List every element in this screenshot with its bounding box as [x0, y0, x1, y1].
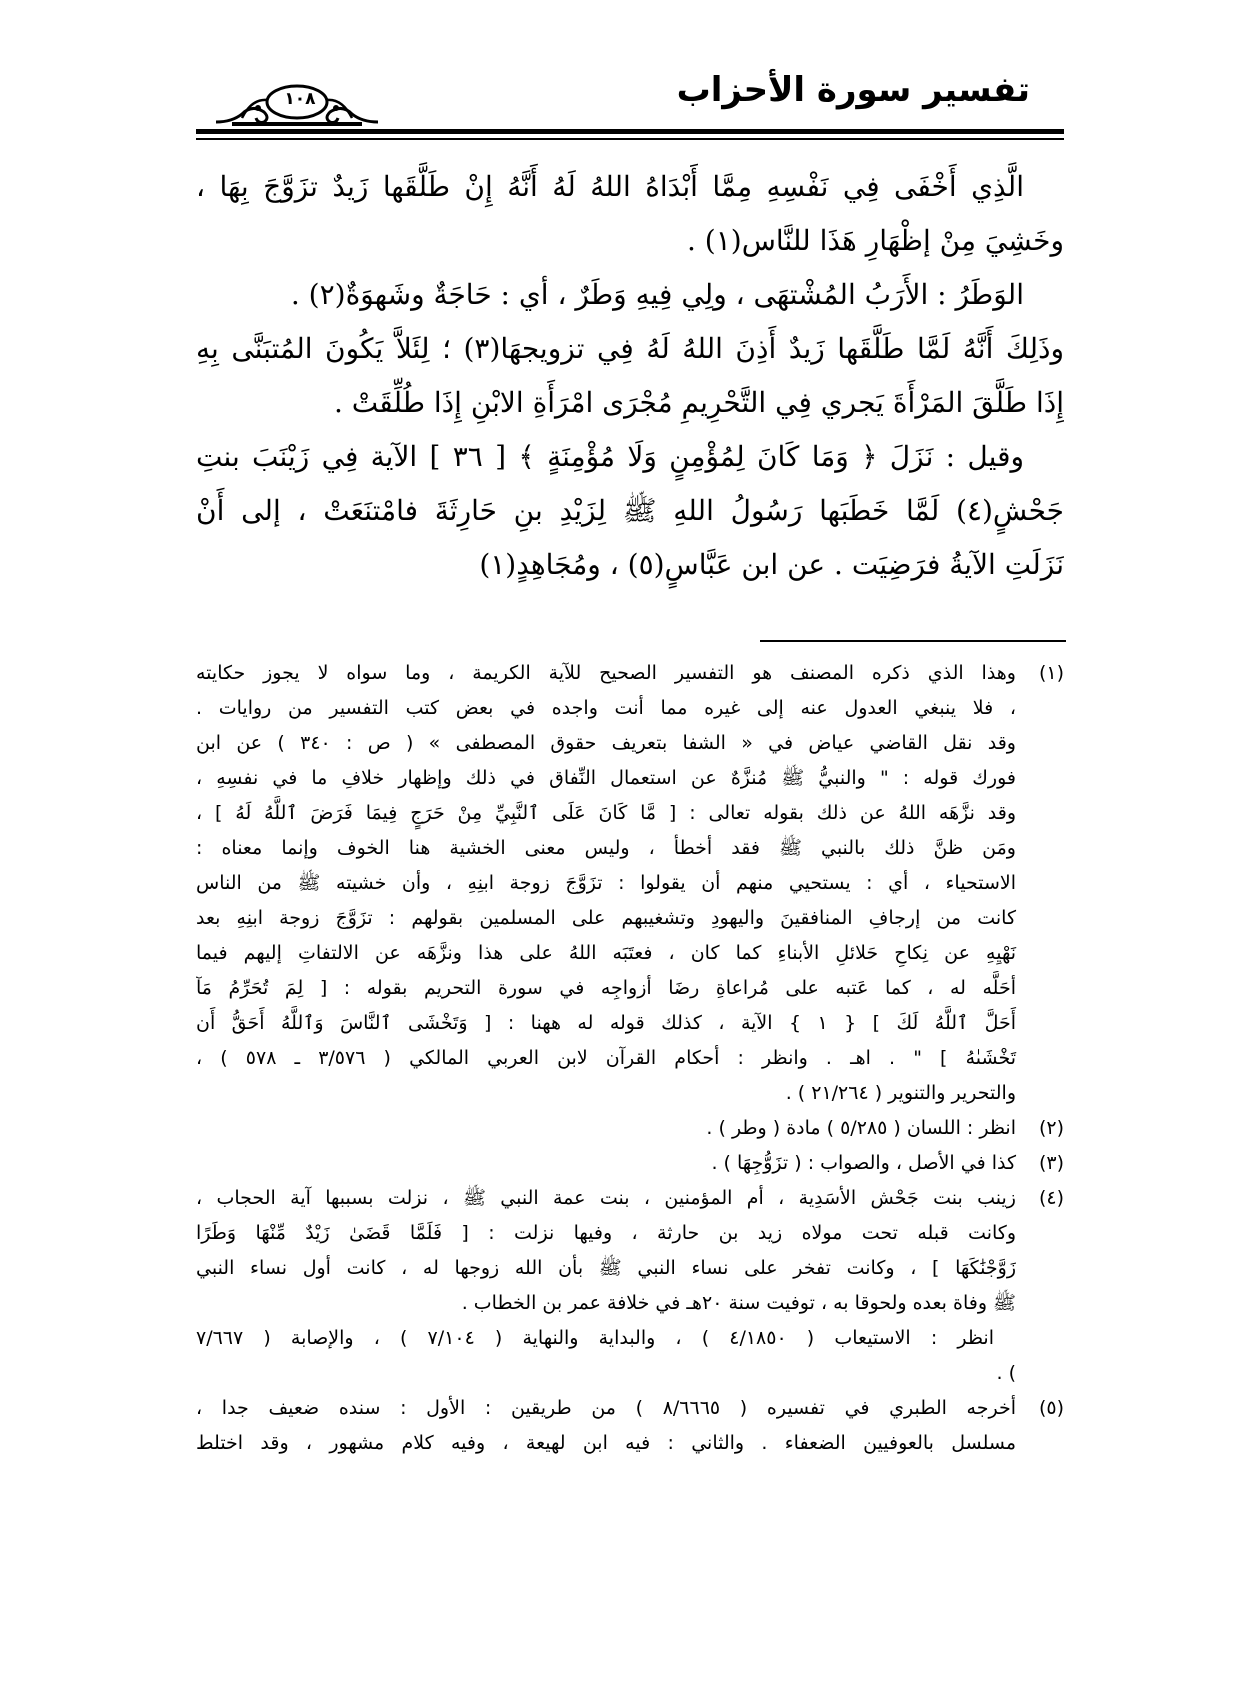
footnote-line: وقد نقل القاضي عياض في « الشفا بتعريف حقوق المصطفى » ( ص : ٣٤٠ ) عن ابن	[196, 732, 1016, 754]
footnote-line	[196, 1181, 1064, 1216]
footnote-text: كذا في الأصل ، والصواب : ( تزَوُّجِهَا ) .	[711, 1152, 1016, 1174]
page-number: ١٠٨	[284, 89, 316, 109]
footnote-line: ) .	[996, 1362, 1016, 1384]
main-line: وخَشِيَ مِنْ إظْهَارِ هَذَا للنَّاس(١) .	[687, 224, 1064, 257]
footnote-line: مسلسل بالعوفيين الضعفاء . والثاني : فيه ابن لهيعة ، وفيه كلام مشهور ، وقد اختلط	[196, 1432, 1016, 1454]
footnote-marker: (٢)	[1038, 1117, 1064, 1139]
footnote-text: أخرجه الطبري في تفسيره ( ٨/٦٦٦٥ ) من طريقين : الأول : سنده ضعيف جدا ،	[196, 1397, 1016, 1419]
footnote-line: فورك قوله : " والنبيُّ ﷺ مُنزَّهٌ عن استعمال النِّفاق في ذلك وإظهار خلافِ ما في نفسِهِ ،	[196, 767, 1016, 789]
main-line: إِذَا طَلَّقَ المَرْأَةَ يَجري فِي التَّحْرِيمِ مُجْرَى امْرَأَةِ الابْنِ إِذَا طُلِّقَتْ .	[333, 386, 1064, 419]
footnote-line	[196, 1146, 1064, 1181]
footnote-line: أَحَلَّ ٱللَّهُ لَكَ ] { ١ } الآية ، كذلك قوله له ههنا : [ وَتَخْشَى ٱلنَّاسَ وَٱللَّهُ أَحَقُّ أَن	[196, 1012, 1017, 1034]
footnote-marker: (١)	[1038, 662, 1064, 684]
footnote-marker: (٥)	[1038, 1397, 1064, 1419]
footnote-line: تَخْشَىٰهُ ] " . اهـ . وانظر : أحكام القرآن لابن العربي المالكي ( ٣/٥٧٦ ـ ٥٧٨ ) ،	[196, 1047, 1016, 1069]
footnote-line: نَهْيِهِ عن نِكاحِ حَلائلِ الأبناءِ كما كان ، فعتَبَه اللهُ على هذا ونزَّهَه عن الالتفاتِ إليهم فيما	[196, 942, 1016, 964]
footnote-marker: (٤)	[1038, 1187, 1064, 1209]
footnote-text: انظر : اللسان ( ٥/٢٨٥ ) مادة ( وطر ) .	[706, 1117, 1016, 1139]
footnote-line: انظر : الاستيعاب ( ٤/١٨٥٠ ) ، والبداية والنهاية ( ٧/١٠٤ ) ، والإصابة ( ٧/٦٦٧	[196, 1327, 994, 1349]
header-rule-thin	[196, 138, 1064, 140]
footnote-separator	[760, 640, 1066, 642]
footnote-line: كانت من إرجافِ المنافقينَ واليهودِ وتشغيبهم على المسلمين بقولهم : تزَوَّجَ زوجة ابنِهِ بعد	[196, 907, 1016, 929]
footnote-marker: (٣)	[1038, 1152, 1064, 1174]
main-line: نَزَلَتِ الآيةُ فرَضِيَت . عن ابن عَبَّاسٍ(٥) ، ومُجَاهِدٍ(١)	[479, 548, 1064, 581]
footnote-line: ﷺ وفاة بعده ولحوقا به ، توفيت سنة ٢٠هـ في خلافة عمر بن الخطاب .	[461, 1292, 1016, 1314]
footnotes	[196, 656, 1064, 1461]
footnote-line: والتحرير والتنوير ( ٢١/٢٦٤ ) .	[785, 1082, 1016, 1104]
main-line: وذَلِكَ أَنَّهُ لَمَّا طَلَّقَها زَيدٌ أَذِنَ اللهُ لَهُ فِي تزويجهَا(٣) ؛ لِئَلاَّ يَكُونَ المُتبَنَّى بِهِ	[196, 332, 1064, 365]
footnote-line: ومَن ظنَّ ذلك بالنبي ﷺ فقد أخطأ ، وليس معنى الخشية هنا الخوف وإنما معناه :	[196, 837, 1016, 859]
footnote-line: ، فلا ينبغي العدول عنه إلى غيره مما أنت واجده في بعض كتب التفسير من روايات .	[196, 697, 1016, 719]
main-line: جَحْشٍ(٤) لَمَّا خَطَبَها رَسُولُ اللهِ ﷺ لِزَيْدِ بنِ حَارِثَةَ فامْتنَعَتْ ، إلى أَنْ	[196, 494, 1064, 527]
main-line: الَّذِي أَخْفَى فِي نَفْسِهِ مِمَّا أَبْدَاهُ اللهُ لَهُ أَنَّهُ إِنْ طَلَّقَها زَيدٌ تزَوَّجَ بِهَا ،	[196, 170, 1024, 203]
running-title: تفسير سورة الأحزاب	[676, 70, 1030, 110]
main-text	[196, 160, 1064, 592]
footnote-line	[196, 656, 1064, 691]
footnote-line	[196, 1111, 1064, 1146]
footnote-line: زَوَّجْنَٰكَهَا ] ، وكانت تفخر على نساء النبي ﷺ بأن الله زوجها له ، كانت أول نساء النبي	[196, 1257, 1016, 1279]
footnote-line: وقد نزَّهَه اللهُ عن ذلك بقوله تعالى : [ مَّا كَانَ عَلَى ٱلنَّبِيِّ مِنْ حَرَجٍ فِيمَا فَرَضَ ٱللَّهُ لَهُ ] ،	[196, 802, 1016, 824]
main-line: الوَطَرُ : الأَرَبُ المُشْتهَى ، ولِي فِيهِ وَطَرٌ ، أي : حَاجَةٌ وشَهوَةٌ(٢) .	[290, 278, 1024, 311]
footnote-line: أحَلَّه له ، كما عَتبه على مُراعاةِ رضَا أزواجِه في سورة التحريم بقوله : [ لِمَ تُحَرِّمُ مَآ	[196, 977, 1016, 999]
header-rule-thick	[196, 129, 1064, 134]
footnote-text: زينب بنت جَحْش الأسَدِية ، أم المؤمنين ، بنت عمة النبي ﷺ ، نزلت بسببها آية الحجاب ،	[196, 1187, 1016, 1209]
main-line: وقيل : نَزَلَ ﴿ وَمَا كَانَ لِمُؤْمِنٍ وَلَا مُؤْمِنَةٍ ﴾ [ ٣٦ ] الآية فِي زَيْنَبَ بنتِ	[196, 440, 1024, 473]
footnote-line: وكانت قبله تحت مولاه زيد بن حارثة ، وفيها نزلت : [ فَلَمَّا قَضَىٰ زَيْدٌ مِّنْهَا وَطَرًا	[196, 1222, 1016, 1244]
footnote-text: وهذا الذي ذكره المصنف هو التفسير الصحيح للآية الكريمة ، وما سواه لا يجوز حكايته	[196, 662, 1016, 684]
footnote-line	[196, 1391, 1064, 1426]
footnote-line: الاستحياء ، أي : يستحيي منهم أن يقولوا : تزَوَّجَ زوجة ابنِهِ ، وأن خشيته ﷺ من الناس	[196, 872, 1016, 894]
